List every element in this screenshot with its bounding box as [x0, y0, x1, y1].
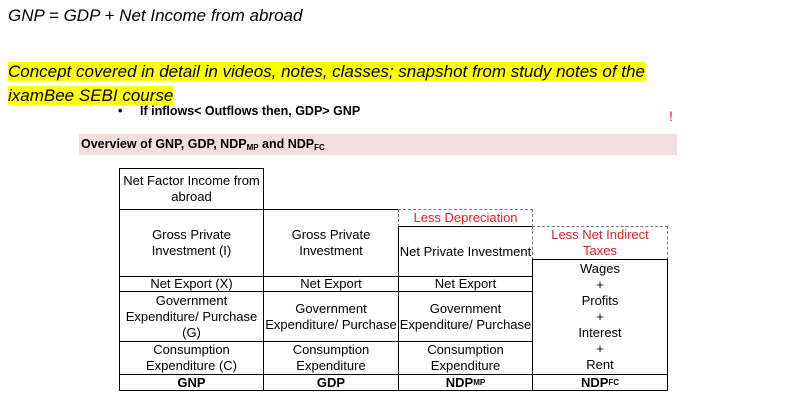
cell-col1-consumption: Consumption Expenditure (C): [119, 341, 264, 375]
cell-col1-total: GNP: [119, 374, 264, 391]
cell-less-indirect-taxes: Less Net Indirect Taxes: [532, 226, 668, 260]
col4-item-profits: Profits: [581, 293, 619, 308]
cell-col2-government: Government Expenditure/ Purchase: [263, 291, 399, 342]
cell-col1-net-export: Net Export (X): [119, 276, 264, 292]
highlight-line-2: ixamBee SEBI course: [8, 86, 174, 105]
col4-plus-3: +: [596, 341, 604, 356]
cell-net-factor-income: Net Factor Income from abroad: [119, 168, 264, 210]
cell-col1-government: Government Expenditure/ Purchase (G): [119, 291, 264, 342]
bullet-item: [118, 104, 360, 118]
cell-col3-investment: Net Private Investment: [398, 226, 533, 277]
bullet-dot-icon: •: [118, 104, 123, 118]
overview-title: Overview of GNP, GDP, NDP: [81, 137, 247, 151]
col4-item-wages: Wages: [580, 261, 620, 276]
cell-col3-net-export: Net Export: [398, 276, 533, 292]
cell-col2-investment: Gross Private Investment: [263, 209, 399, 277]
cell-col3-consumption: Consumption Expenditure: [398, 341, 533, 375]
red-mark: !: [669, 108, 673, 124]
cell-col2-net-export: Net Export: [263, 276, 399, 292]
col4-plus-2: +: [596, 309, 604, 324]
col4-total-sub: FC: [608, 377, 620, 387]
overview-sub-fc: FC: [314, 143, 325, 152]
cell-less-depreciation: Less Depreciation: [398, 209, 533, 227]
overview-heading: [79, 134, 677, 155]
overview-and: and NDP: [258, 137, 315, 151]
cell-col1-investment: Gross Private Investment (I): [119, 209, 264, 277]
col4-item-rent: Rent: [586, 357, 614, 372]
overview-sub-mp: MP: [246, 143, 259, 152]
formula-text: GNP = GDP + Net Income from abroad: [8, 6, 303, 25]
cell-col4-total: [532, 374, 668, 391]
col3-total-label: NDP: [445, 374, 474, 390]
cell-col3-total: [398, 374, 533, 391]
highlight-note: [8, 60, 792, 108]
cell-col3-government: Government Expenditure/ Purchase: [398, 291, 533, 342]
cell-col2-total: GDP: [263, 374, 399, 391]
bullet-text: If inflows< Outflows then, GDP> GNP: [140, 104, 361, 118]
col4-total-label: NDP: [580, 374, 609, 390]
col4-item-interest: Interest: [578, 325, 622, 340]
col4-plus-1: +: [596, 277, 604, 292]
col3-total-sub: MP: [473, 377, 486, 387]
cell-col2-consumption: Consumption Expenditure: [263, 341, 399, 375]
highlight-line-1: Concept covered in detail in videos, notes, classes; snapshot from study notes of the: [8, 62, 645, 81]
cell-col4-factor-incomes: [532, 259, 668, 375]
